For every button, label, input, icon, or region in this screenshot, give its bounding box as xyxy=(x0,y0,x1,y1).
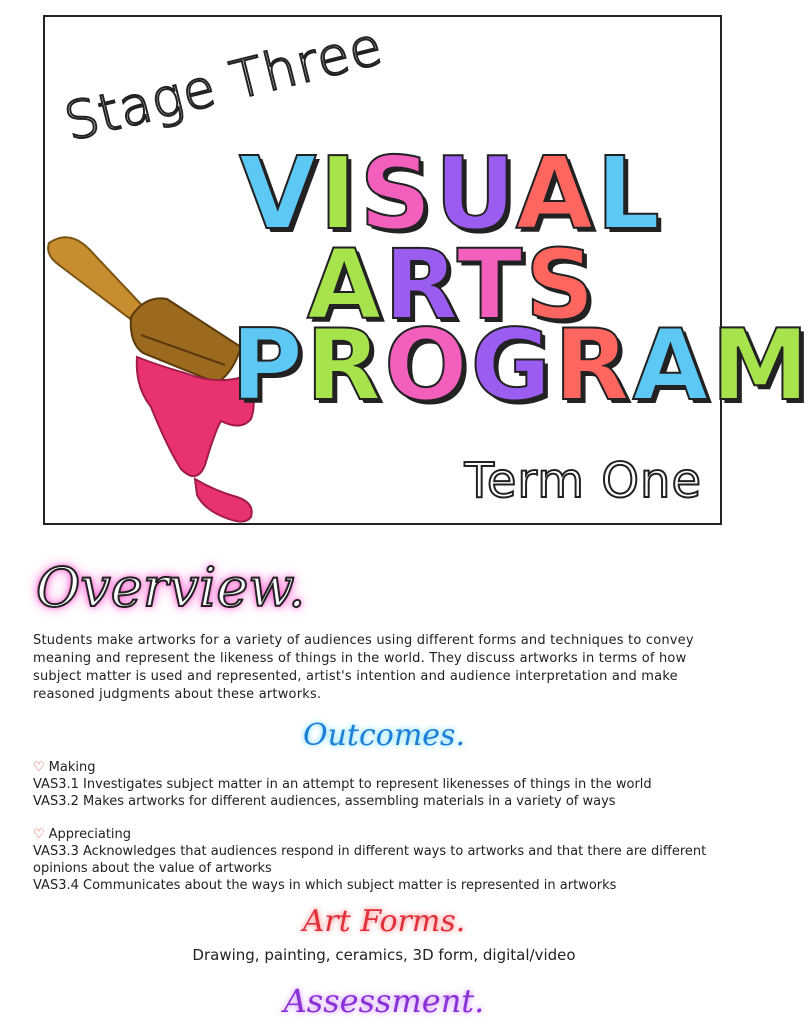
outcome-item: VAS3.4 Communicates about the ways in which subject matter is represented in artworks xyxy=(33,878,617,893)
title-letter: U xyxy=(434,135,516,252)
title-letter: R xyxy=(554,309,633,423)
group-title: Appreciating xyxy=(48,827,132,842)
title-letter: R xyxy=(384,229,457,341)
cover-page xyxy=(43,15,812,525)
stage-title: Stage Three xyxy=(59,16,389,154)
title-word-program xyxy=(231,309,812,423)
title-letter: A xyxy=(307,229,385,341)
art-forms-heading: Art Forms. xyxy=(302,904,466,939)
outcome-item: VAS3.2 Makes artworks for different audiences, assembling materials in a variety of ways xyxy=(33,794,616,809)
overview-heading: Overview. xyxy=(36,556,306,619)
title-letter: O xyxy=(384,309,471,423)
title-letter: I xyxy=(319,135,360,252)
art-forms-text: Drawing, painting, ceramics, 3D form, digital/video xyxy=(192,946,576,964)
title-letter: G xyxy=(470,309,555,423)
overview-text: Students make artworks for a variety of audiences using different forms and techniques to convey meaning and represent the likeness of things in the world. They discuss artworks in terms of how subject matter is used and represented, artist's intention and audience interpretation and make reasoned judgments about these artworks. xyxy=(33,633,694,702)
term-label: Term One xyxy=(464,453,702,509)
outcome-item: VAS3.3 Acknowledges that audiences respond in different ways to artworks and that there are different opinions about the value of artworks xyxy=(33,844,707,876)
title-letter: P xyxy=(231,309,306,423)
title-letter: A xyxy=(515,135,597,252)
title-letter: R xyxy=(305,309,385,423)
assessment-heading: Assessment. xyxy=(283,982,485,1020)
outcome-group-making xyxy=(33,759,743,810)
outcome-item: VAS3.1 Investigates subject matter in an attempt to represent likenesses of things in the world xyxy=(33,777,652,792)
title-letter: S xyxy=(525,229,598,341)
heart-icon: ♡ xyxy=(33,827,45,842)
outcome-group-appreciating xyxy=(33,826,743,894)
title-letter: V xyxy=(239,135,320,252)
outcomes-heading: Outcomes. xyxy=(303,718,465,753)
title-letter: M xyxy=(711,309,812,423)
heart-icon: ♡ xyxy=(33,760,45,775)
title-letter: T xyxy=(456,229,526,341)
title-letter: A xyxy=(632,309,712,423)
title-letter: L xyxy=(596,135,663,252)
group-title: Making xyxy=(48,760,96,775)
title-letter: S xyxy=(359,135,435,252)
